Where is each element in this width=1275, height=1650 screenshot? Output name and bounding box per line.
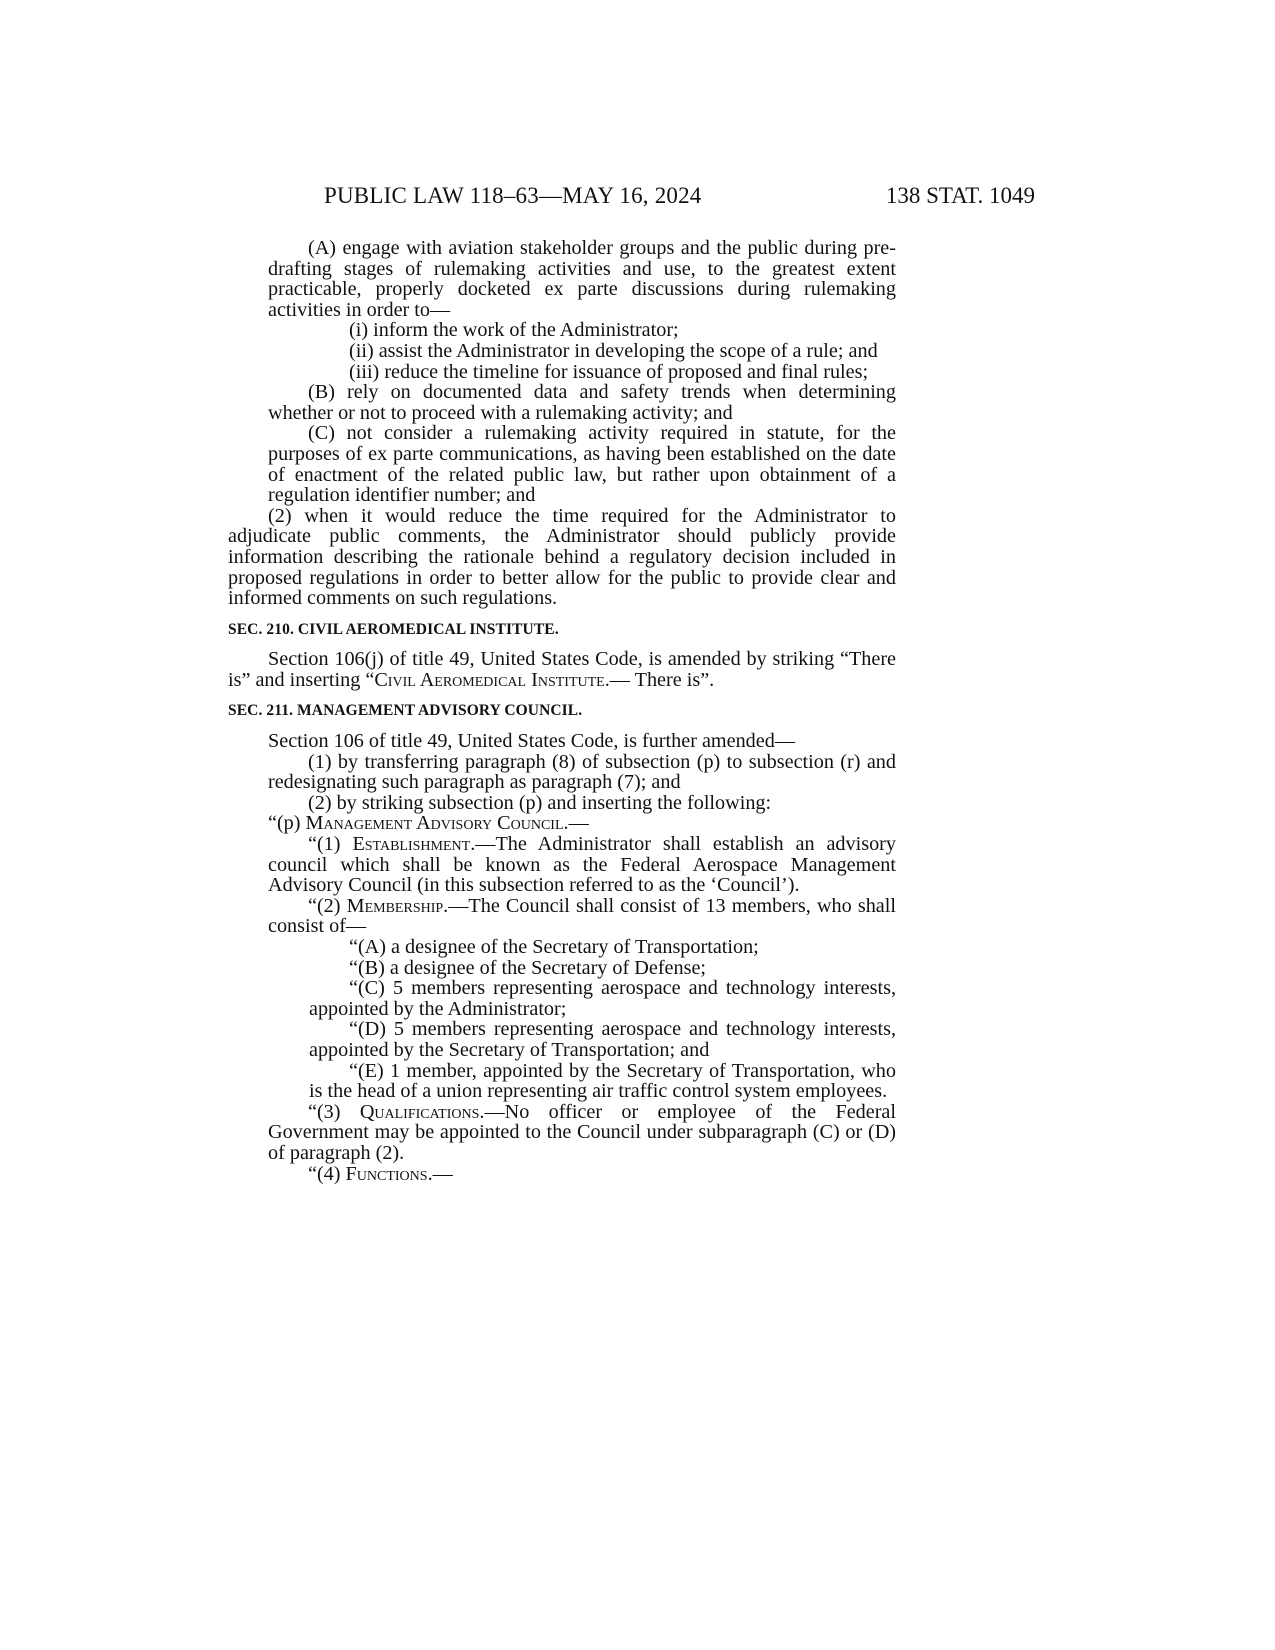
section-211-item-2: (2) by striking subsection (p) and inserting the following: xyxy=(308,791,772,814)
membership-item-D: “(D) 5 members representing aerospace and technology interests, appointed by the Secretary of Transportation; and xyxy=(309,1018,896,1061)
clause-ii: (ii) assist the Administrator in developing the scope of a rule; and xyxy=(349,339,878,362)
document-body xyxy=(228,238,896,1184)
functions-paragraph: “(4) Functions.— xyxy=(308,1162,453,1185)
paragraph-2: (2) when it would reduce the time required for the Administrator to adjudicate public comments, the Administrator should publicly provide information describing the rationale behind a regulatory decision included in proposed regulations in order to better allow for the public to provide clear and informed comments on such regulations. xyxy=(228,504,896,610)
clause-iii: (iii) reduce the timeline for issuance of proposed and final rules; xyxy=(349,360,869,383)
paragraph-A: (A) engage with aviation stakeholder groups and the public during pre-drafting stages of rulemaking activities and use, to the greatest extent practicable, properly docketed ex parte discussions during rulemaking activities in order to— xyxy=(268,237,896,321)
section-211-heading: SEC. 211. MANAGEMENT ADVISORY COUNCIL. xyxy=(228,702,583,720)
paragraph-C: (C) not consider a rulemaking activity required in statute, for the purposes of ex parte communications, as having been established on the date of enactment of the related public law, but rather upon obtainment of a regulation identifier number; and xyxy=(268,422,896,507)
section-210-heading: SEC. 210. CIVIL AEROMEDICAL INSTITUTE. xyxy=(228,620,559,638)
membership-item-C: “(C) 5 members representing aerospace and technology interests, appointed by the Administrator; xyxy=(309,977,896,1020)
establishment-paragraph: “(1) Establishment.—The Administrator shall establish an advisory council which shall be known as the Federal Aerospace Management Advisory Council (in this subsection referred to as the ‘Council’). xyxy=(268,833,896,897)
section-210-text: Section 106(j) of title 49, United States Code, is amended by striking “There is” and inserting “Civil Aeromedical Institute.— There is”. xyxy=(228,648,896,691)
qualifications-paragraph: “(3) Qualifications.—No officer or employee of the Federal Government may be appointed to the Council under subparagraph (C) or (D) of paragraph (2). xyxy=(268,1100,896,1164)
section-211-intro: Section 106 of title 49, United States Code, is further amended— xyxy=(268,730,796,753)
running-header xyxy=(228,183,1035,223)
membership-item-A: “(A) a designee of the Secretary of Transportation; xyxy=(349,936,759,958)
section-211-item-1: (1) by transferring paragraph (8) of subsection (p) to subsection (r) and redesignating such paragraph as paragraph (7); and xyxy=(268,750,896,794)
statute-page-number: 138 STAT. 1049 xyxy=(885,183,1035,208)
membership-paragraph: “(2) Membership.—The Council shall consist of 13 members, who shall consist of— xyxy=(268,894,896,938)
paragraph-B: (B) rely on documented data and safety trends when determining whether or not to proceed with a rulemaking activity; and xyxy=(268,381,896,424)
membership-item-E: “(E) 1 member, appointed by the Secretary of Transportation, who is the head of a union representing air traffic control system employees. xyxy=(309,1059,896,1103)
header-title: PUBLIC LAW 118–63—MAY 16, 2024 xyxy=(324,183,702,208)
subsection-p-heading: “(p) Management Advisory Council.— xyxy=(268,812,589,835)
clause-i: (i) inform the work of the Administrator; xyxy=(349,319,679,342)
membership-item-B: “(B) a designee of the Secretary of Defense; xyxy=(349,956,707,979)
